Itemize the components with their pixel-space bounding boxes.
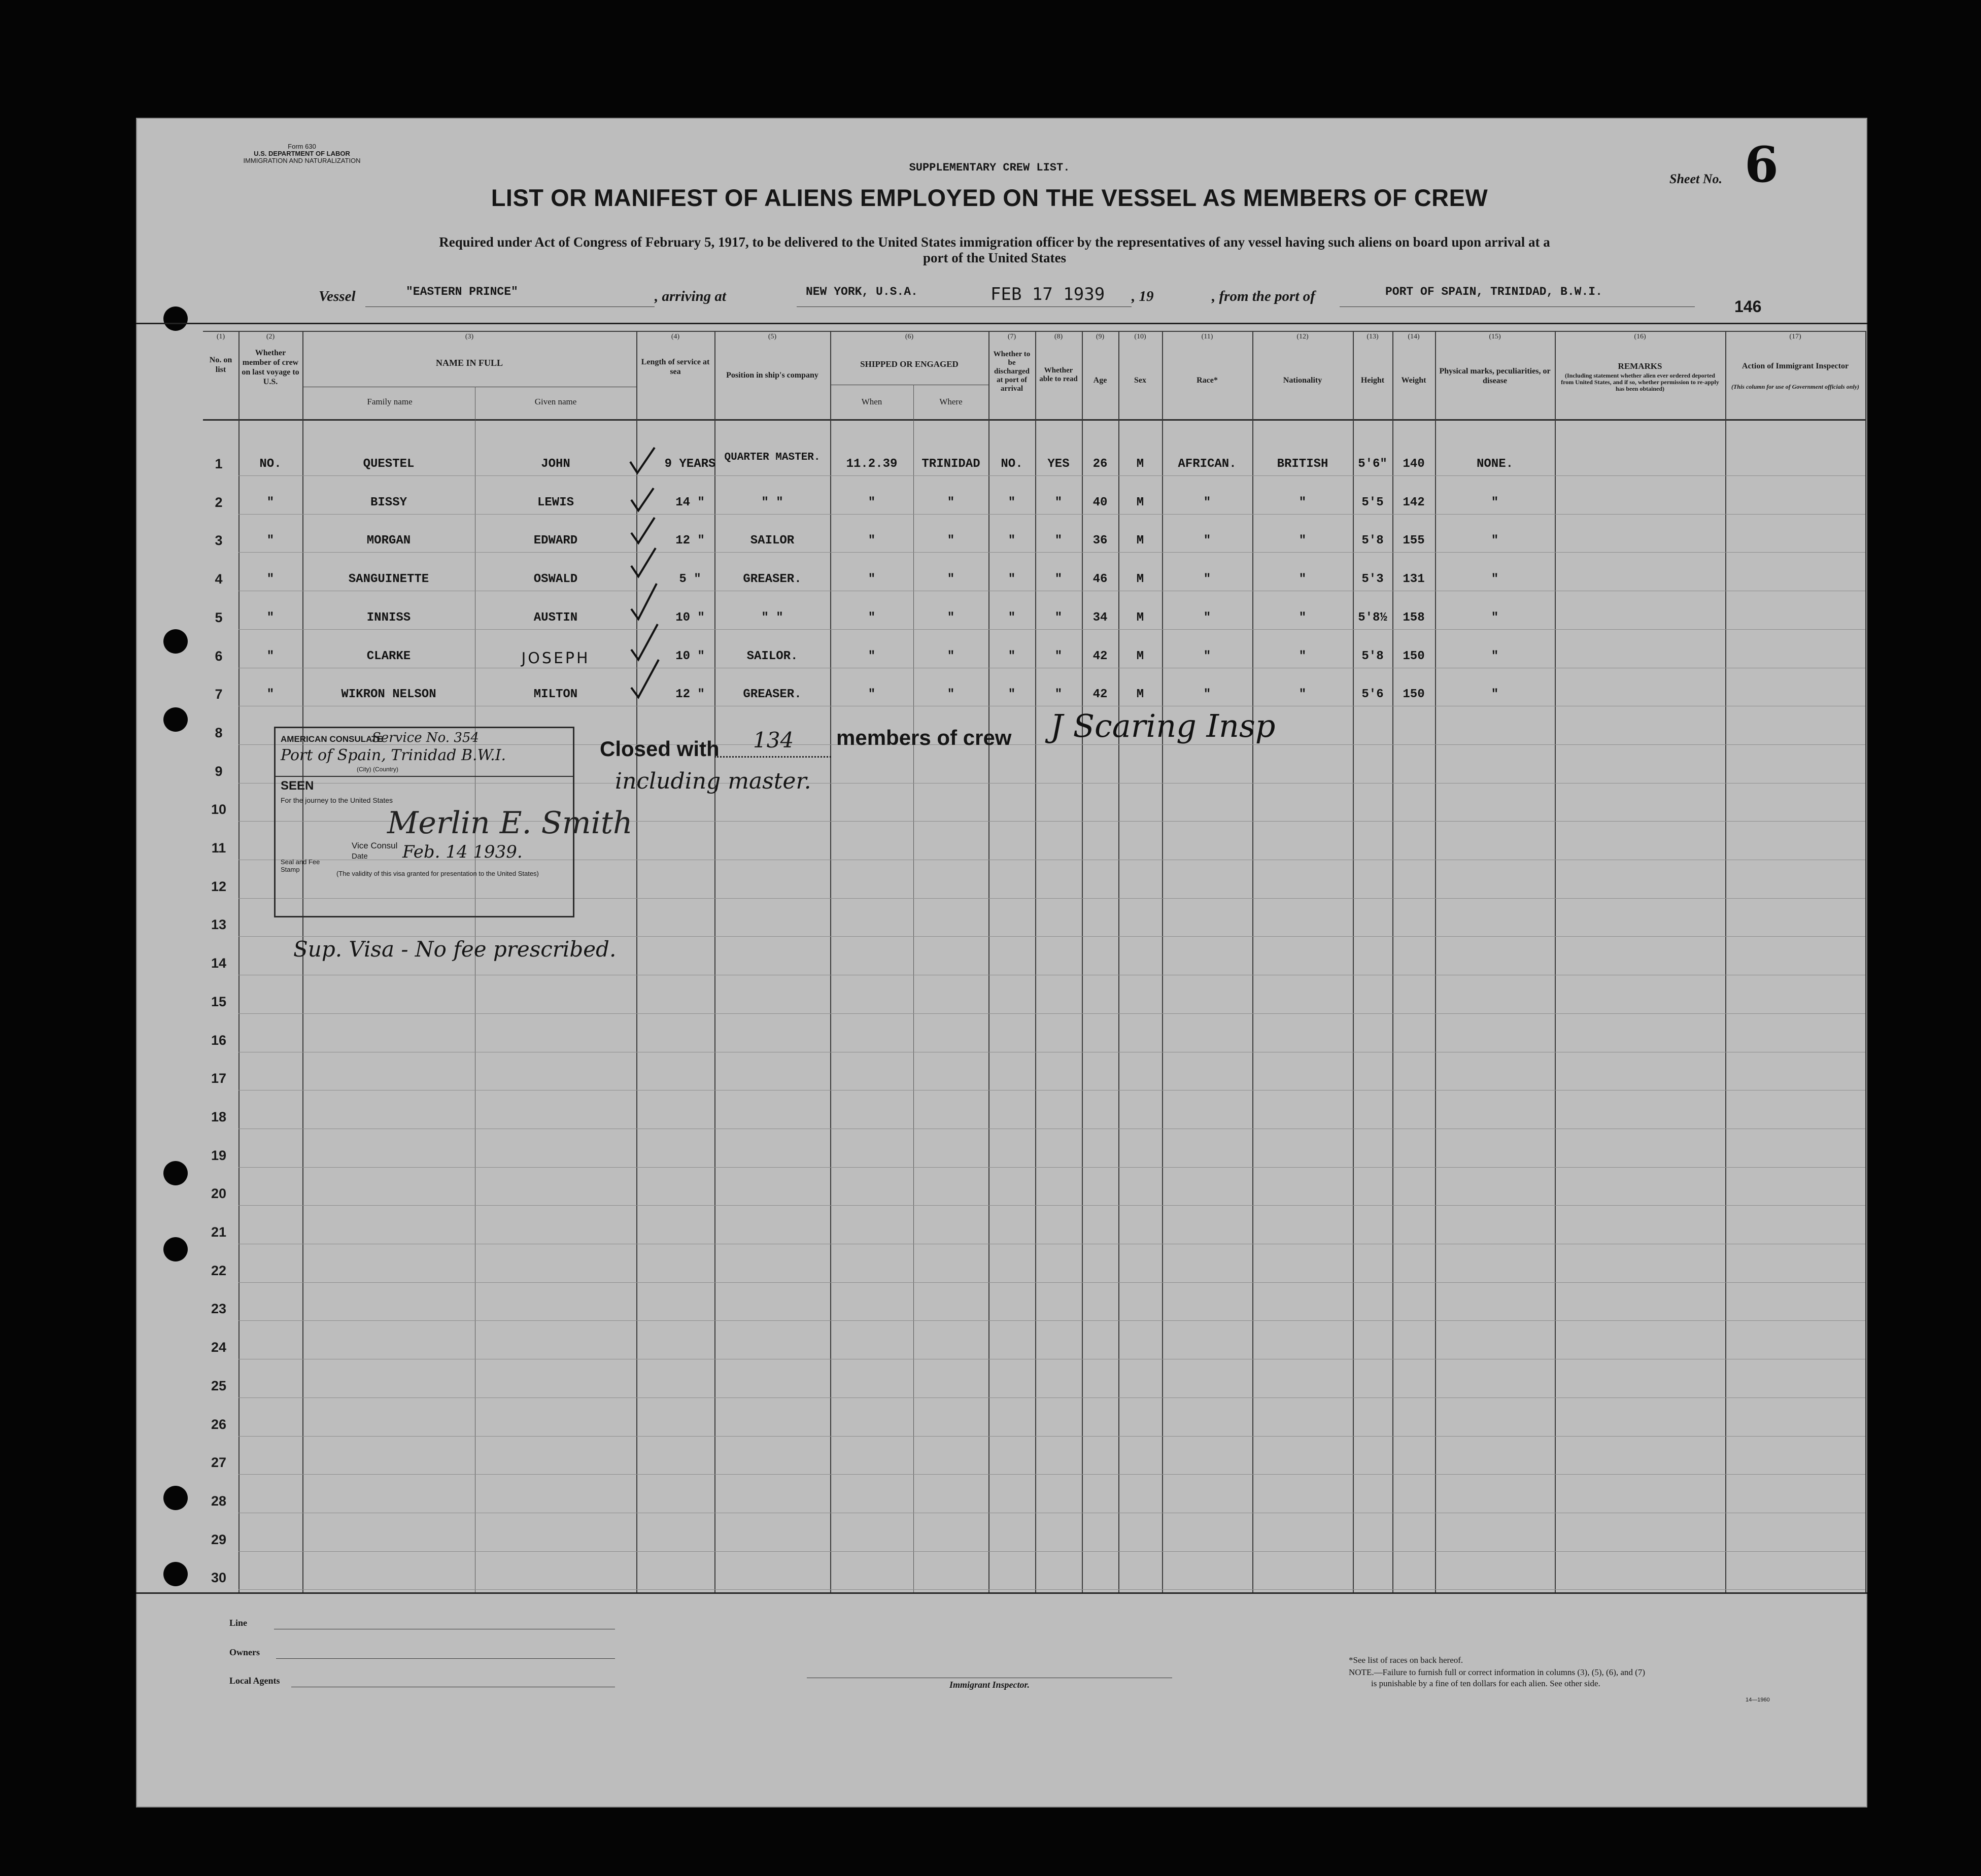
col-subheader-where: Where [939, 397, 963, 406]
cell-last-voyage: NO. [259, 457, 282, 471]
cell-position: " " [761, 495, 783, 509]
stamp-seal-label: Seal and Fee Stamp [281, 858, 320, 873]
line-number: 18 [211, 1109, 227, 1124]
col-header-height: Height [1360, 376, 1385, 385]
line-number: 25 [211, 1378, 227, 1393]
subtitle-line-2: port of the United States [923, 250, 1066, 265]
cell-race: " [1203, 688, 1211, 702]
races-footnote: *See list of races on back hereof. [1349, 1655, 1463, 1665]
remarks-instructions: (Including statement whether alien ever ordered deported from United States, and if so, whether permission to re-apply has been obtained) [1561, 372, 1719, 392]
form-number-block [238, 143, 365, 164]
col-divider [830, 331, 831, 1592]
cell-sex: M [1136, 649, 1144, 663]
cell-age: 46 [1092, 572, 1108, 587]
cell-family-name: INNISS [366, 610, 411, 625]
col-header-age: Age [1093, 376, 1107, 385]
stamp-service-number: Service No. 354 [372, 730, 479, 745]
row-rule [238, 514, 1865, 515]
cell-shipped-when: " [868, 610, 876, 625]
cell-able-to-read: " [1054, 572, 1063, 587]
cell-height: 5'6" [1358, 457, 1387, 471]
line-number: 10 [211, 802, 227, 817]
bureau-name: IMMIGRATION AND NATURALIZATION [243, 157, 361, 164]
cell-shipped-when: " [868, 572, 876, 587]
cell-age: 26 [1092, 457, 1108, 471]
cell-age: 34 [1092, 610, 1108, 625]
cell-shipped-when: " [868, 688, 876, 702]
col-number: (4) [671, 333, 680, 340]
vessel-name: "EASTERN PRINCE" [406, 285, 518, 298]
cell-length-of-service: 14 " [675, 495, 705, 509]
line-number: 8 [215, 725, 223, 740]
col-divider [714, 331, 715, 1592]
inspector-signature: J Scaring Insp [1050, 707, 1276, 744]
col-subheader-family-name: Family name [367, 397, 413, 406]
inspector-column-note: (This column for use of Government officials only) [1731, 383, 1860, 390]
cell-given-name: JOHN [541, 457, 570, 471]
stamp-journey-text: For the journey to the United States [281, 796, 393, 804]
cell-physical-marks: " [1491, 534, 1499, 548]
cell-length-of-service: 10 " [675, 610, 705, 625]
cell-last-voyage: " [266, 495, 275, 509]
cell-physical-marks: " [1491, 495, 1499, 509]
cell-race: " [1203, 495, 1211, 509]
stamp-location: Port of Spain, Trinidad B.W.I. [281, 746, 506, 764]
cell-family-name: MORGAN [366, 534, 411, 548]
col-header-position: Position in ship's company [726, 371, 818, 380]
cell-family-name: CLARKE [366, 649, 411, 663]
stamp-consul-title: Vice Consul [352, 841, 398, 850]
col-number: (6) [905, 333, 914, 340]
col-header-last-voyage: Whether member of crew on last voyage to U.S. [242, 349, 299, 386]
row-rule [238, 1320, 1865, 1321]
from-port-label: , from the port of [1212, 288, 1315, 304]
closed-count-underline [714, 756, 831, 758]
col-divider [1252, 331, 1253, 1592]
col-divider [238, 331, 240, 1592]
line-number: 16 [211, 1032, 227, 1048]
cell-age: 42 [1092, 649, 1108, 663]
row-rule [238, 1397, 1865, 1398]
cell-sex: M [1136, 572, 1144, 587]
line-number: 2 [215, 494, 223, 510]
arrival-port: NEW YORK, U.S.A. [806, 285, 918, 298]
cell-given-name: OSWALD [533, 572, 578, 587]
binder-hole [163, 1237, 188, 1261]
col-number: (14) [1408, 333, 1420, 340]
col-header-shipped: SHIPPED OR ENGAGED [860, 359, 959, 369]
cell-last-voyage: " [266, 572, 275, 587]
cell-able-to-read: " [1054, 688, 1063, 702]
footer-line-label: Line [229, 1618, 248, 1628]
cell-able-to-read: " [1054, 649, 1063, 663]
crew-count: 134 [753, 728, 794, 753]
line-number: 28 [211, 1493, 227, 1509]
line-number: 30 [211, 1570, 227, 1586]
cell-able-to-read: " [1054, 495, 1063, 509]
col-header-no-on-list: No. on list [209, 356, 232, 374]
stamp-date: Feb. 14 1939. [402, 842, 523, 862]
col-divider [1392, 331, 1393, 1592]
col-divider [1435, 331, 1436, 1592]
cell-physical-marks: " [1491, 610, 1499, 625]
cell-height: 5'8 [1361, 649, 1384, 663]
cell-length-of-service: 10 " [675, 649, 705, 663]
cell-shipped-where: " [947, 534, 955, 548]
cell-race: " [1203, 534, 1211, 548]
row-rule [238, 475, 1865, 476]
col-header-sex: Sex [1134, 376, 1146, 385]
col-divider [302, 331, 303, 1592]
row-rule [238, 1282, 1865, 1283]
form-print-code: 14—1960 [1746, 1697, 1770, 1703]
line-number: 3 [215, 533, 223, 549]
cell-given-name: MILTON [533, 688, 578, 702]
cell-weight: 150 [1403, 649, 1425, 663]
stamp-date-label: Date [352, 852, 368, 861]
col-header-physical-marks: Physical marks, peculiarities, or disease [1439, 367, 1551, 385]
binder-hole [163, 1161, 188, 1185]
cell-weight: 155 [1403, 534, 1425, 548]
cell-discharged: NO. [1001, 457, 1023, 471]
col-divider [1353, 331, 1354, 1592]
cell-weight: 150 [1403, 688, 1425, 702]
cell-family-name: BISSY [370, 495, 407, 509]
stamp-divider [276, 776, 573, 777]
col-number: (3) [465, 333, 474, 340]
sheet-number-label: Sheet No. [1669, 172, 1722, 186]
binder-hole [163, 306, 188, 331]
cell-given-name: EDWARD [533, 534, 578, 548]
col-divider [1162, 331, 1163, 1592]
cell-age: 36 [1092, 534, 1108, 548]
cell-sex: M [1136, 457, 1144, 471]
row-rule [238, 552, 1865, 553]
col-number: (11) [1201, 333, 1213, 340]
cell-sex: M [1136, 534, 1144, 548]
col-divider [1725, 331, 1726, 1592]
cell-length-of-service: 12 " [675, 534, 705, 548]
col-number: (5) [768, 333, 777, 340]
vessel-label: Vessel [319, 288, 356, 304]
cell-physical-marks: " [1491, 688, 1499, 702]
cell-discharged: " [1008, 649, 1016, 663]
form-number: Form 630 [288, 143, 316, 150]
line-number: 13 [211, 917, 227, 933]
cell-shipped-where: " [947, 572, 955, 587]
cell-nationality: " [1299, 495, 1307, 509]
cell-race: AFRICAN. [1178, 457, 1237, 471]
department-name: U.S. DEPARTMENT OF LABOR [254, 150, 350, 157]
cell-family-name: QUESTEL [363, 457, 415, 471]
cell-position: SAILOR. [746, 649, 798, 663]
stamp-fine-print: (The validity of this visa granted for presentation to the United States) [336, 870, 539, 877]
cell-sex: M [1136, 610, 1144, 625]
row-rule [238, 1551, 1865, 1552]
cell-weight: 140 [1403, 457, 1425, 471]
form-subtitle [213, 234, 1776, 266]
cell-discharged: " [1008, 495, 1016, 509]
line-number: 9 [215, 763, 223, 779]
page-title: LIST OR MANIFEST OF ALIENS EMPLOYED ON THE VESSEL AS MEMBERS OF CREW [491, 184, 1488, 211]
line-number: 23 [211, 1301, 227, 1317]
cell-discharged: " [1008, 534, 1016, 548]
col-number: (16) [1634, 333, 1646, 340]
cell-shipped-where: " [947, 495, 955, 509]
year-label: , 19 [1132, 288, 1154, 304]
row-rule [238, 1474, 1865, 1475]
col-header-race: Race* [1197, 376, 1218, 385]
line-number: 19 [211, 1147, 227, 1163]
cell-shipped-when: 11.2.39 [846, 457, 898, 471]
binder-hole [163, 1562, 188, 1586]
row-rule [238, 629, 1865, 630]
col-header-length-of-service: Length of service at sea [641, 358, 710, 376]
col-subheader-given-name: Given name [534, 397, 577, 406]
col-divider [1555, 331, 1556, 1592]
line-number: 7 [215, 687, 223, 702]
col-divider [1082, 331, 1083, 1592]
cell-shipped-where: TRINIDAD [921, 457, 980, 471]
cell-nationality: " [1299, 688, 1307, 702]
cell-height: 5'5 [1361, 495, 1384, 509]
col-header-discharged: Whether to be discharged at port of arrival [993, 350, 1031, 393]
cell-last-voyage: " [266, 610, 275, 625]
cell-height: 5'8 [1361, 534, 1384, 548]
footer-owners-rule [276, 1658, 615, 1659]
cell-race: " [1203, 610, 1211, 625]
cell-sex: M [1136, 688, 1144, 702]
cell-able-to-read: " [1054, 610, 1063, 625]
cell-height: 5'8½ [1358, 610, 1387, 625]
table-top-rule [136, 323, 1867, 324]
line-number: 17 [211, 1071, 227, 1086]
footer-owners-label: Owners [229, 1647, 260, 1657]
line-number: 22 [211, 1263, 227, 1278]
cell-sex: M [1136, 495, 1144, 509]
cell-physical-marks: " [1491, 649, 1499, 663]
arriving-label: , arriving at [655, 288, 726, 304]
cell-weight: 131 [1403, 572, 1425, 587]
members-of-crew-label: members of crew [836, 726, 1012, 749]
cell-discharged: " [1008, 610, 1016, 625]
line-number: 14 [211, 956, 227, 971]
check-mark-icons [630, 448, 659, 697]
cell-age: 42 [1092, 688, 1108, 702]
binder-hole [163, 707, 188, 732]
col-divider [988, 331, 989, 1592]
visa-fee-note: Sup. Visa - No fee prescribed. [293, 937, 617, 962]
cell-race: " [1203, 649, 1211, 663]
cell-shipped-when: " [868, 534, 876, 548]
row-rule [238, 1167, 1865, 1168]
table-header-bottom [203, 419, 1865, 421]
cell-age: 40 [1092, 495, 1108, 509]
cell-nationality: BRITISH [1277, 457, 1328, 471]
cell-physical-marks: " [1491, 572, 1499, 587]
col-header-able-to-read: Whether able to read [1039, 366, 1078, 383]
row-rule [238, 1589, 1865, 1590]
stamp-consulate-label: AMERICAN CONSULATE [281, 734, 383, 744]
line-number: 29 [211, 1531, 227, 1547]
col-divider [1035, 331, 1036, 1592]
cell-position: " " [761, 610, 783, 625]
col-number: (7) [1007, 333, 1016, 340]
col-number: (13) [1367, 333, 1379, 340]
line-number: 5 [215, 609, 223, 625]
col-divider [1865, 331, 1866, 1592]
cell-position: GREASER. [743, 688, 802, 702]
line-number: 11 [211, 840, 226, 856]
col-header-nationality: Nationality [1283, 376, 1322, 385]
line-number: 12 [211, 878, 227, 894]
col-number: (9) [1096, 333, 1105, 340]
col-number: (17) [1789, 333, 1801, 340]
including-master-text: including master. [615, 768, 811, 794]
col-divider [1118, 331, 1119, 1592]
arrival-date-stamp: FEB 17 1939 [990, 284, 1105, 304]
consulate-visa-stamp [274, 727, 633, 917]
col-number: (10) [1134, 333, 1146, 340]
consul-signature: Merlin E. Smith [387, 805, 633, 841]
cell-discharged: " [1008, 572, 1016, 587]
cell-height: 5'6 [1361, 688, 1384, 702]
stamp-city-country-caption: (City) (Country) [357, 766, 399, 773]
cell-able-to-read: " [1054, 534, 1063, 548]
col-header-weight: Weight [1401, 376, 1426, 385]
cell-weight: 158 [1403, 610, 1425, 625]
cell-height: 5'3 [1361, 572, 1384, 587]
line-number: 6 [215, 648, 223, 664]
cell-position: QUARTER MASTER. [724, 452, 821, 463]
col-header-remarks: REMARKS [1618, 361, 1662, 371]
table-header-top [203, 331, 1865, 332]
sheet-number: 6 [1745, 136, 1779, 193]
footer-agents-label: Local Agents [229, 1676, 280, 1686]
cell-family-name: SANGUINETTE [348, 572, 429, 587]
cell-shipped-when: " [868, 649, 876, 663]
line-number: 26 [211, 1416, 227, 1432]
closed-with-label: Closed with [600, 737, 720, 761]
cell-position: GREASER. [743, 572, 802, 587]
line-number: 21 [211, 1224, 227, 1240]
cell-last-voyage: " [266, 649, 275, 663]
cell-physical-marks: NONE. [1476, 457, 1513, 471]
cell-nationality: " [1299, 649, 1307, 663]
cell-shipped-where: " [947, 610, 955, 625]
col-number: (2) [266, 333, 275, 340]
cell-length-of-service: 9 YEARS [664, 457, 716, 471]
line-number: 20 [211, 1186, 227, 1202]
immigrant-inspector-label: Immigrant Inspector. [949, 1680, 1030, 1690]
col-header-inspector-action: Action of Immigrant Inspector [1741, 362, 1849, 370]
cell-length-of-service: 5 " [679, 572, 701, 587]
col-subheader-when: When [861, 397, 882, 406]
line-number: 24 [211, 1340, 227, 1355]
cell-shipped-when: " [868, 495, 876, 509]
cell-race: " [1203, 572, 1211, 587]
col-number: (15) [1489, 333, 1501, 340]
row-rule [238, 1205, 1865, 1206]
cell-able-to-read: YES [1047, 457, 1070, 471]
cell-given-name: JOSEPH [521, 649, 590, 667]
cell-discharged: " [1008, 688, 1016, 702]
cell-nationality: " [1299, 534, 1307, 548]
binder-hole [163, 629, 188, 654]
cell-last-voyage: " [266, 688, 275, 702]
col-number: (8) [1054, 333, 1063, 340]
binder-hole [163, 1486, 188, 1510]
penalty-note-line-1: NOTE.—Failure to furnish full or correct information in columns (3), (5), (6), and (7) [1349, 1667, 1645, 1677]
cell-position: SAILOR [750, 534, 795, 548]
cell-weight: 142 [1403, 495, 1425, 509]
arrival-underline [797, 306, 1132, 307]
line-number: 27 [211, 1455, 227, 1471]
table-bottom-rule [136, 1592, 1867, 1594]
cell-nationality: " [1299, 610, 1307, 625]
penalty-note-line-2: is punishable by a fine of ten dollars for each alien. See other side. [1371, 1679, 1600, 1688]
page-number: 146 [1734, 297, 1762, 316]
subtitle-line-1: Required under Act of Congress of February 5, 1917, to be delivered to the United States immigration officer by the representatives of any vessel having such aliens on board upon arrival at a [439, 234, 1550, 250]
col-divider [913, 385, 914, 1592]
cell-length-of-service: 12 " [675, 688, 705, 702]
line-number: 4 [215, 571, 223, 587]
cell-given-name: LEWIS [537, 495, 574, 509]
col-number: (12) [1296, 333, 1309, 340]
col-header-name: NAME IN FULL [435, 358, 503, 368]
cell-shipped-where: " [947, 688, 955, 702]
cell-shipped-where: " [947, 649, 955, 663]
stamp-seen: SEEN [281, 779, 314, 793]
from-port-underline [1340, 306, 1695, 307]
service-check-marks [624, 447, 685, 710]
cell-last-voyage: " [266, 534, 275, 548]
vessel-underline [365, 306, 655, 307]
departure-port: PORT OF SPAIN, TRINIDAD, B.W.I. [1385, 285, 1602, 298]
cell-nationality: " [1299, 572, 1307, 587]
supplementary-label: SUPPLEMENTARY CREW LIST. [909, 161, 1070, 174]
row-rule [238, 1436, 1865, 1437]
cell-given-name: AUSTIN [533, 610, 578, 625]
row-rule [238, 1013, 1865, 1014]
cell-family-name: WIKRON NELSON [341, 688, 436, 702]
col-number: (1) [216, 333, 225, 340]
line-number: 1 [215, 456, 223, 471]
line-number: 15 [211, 994, 227, 1009]
